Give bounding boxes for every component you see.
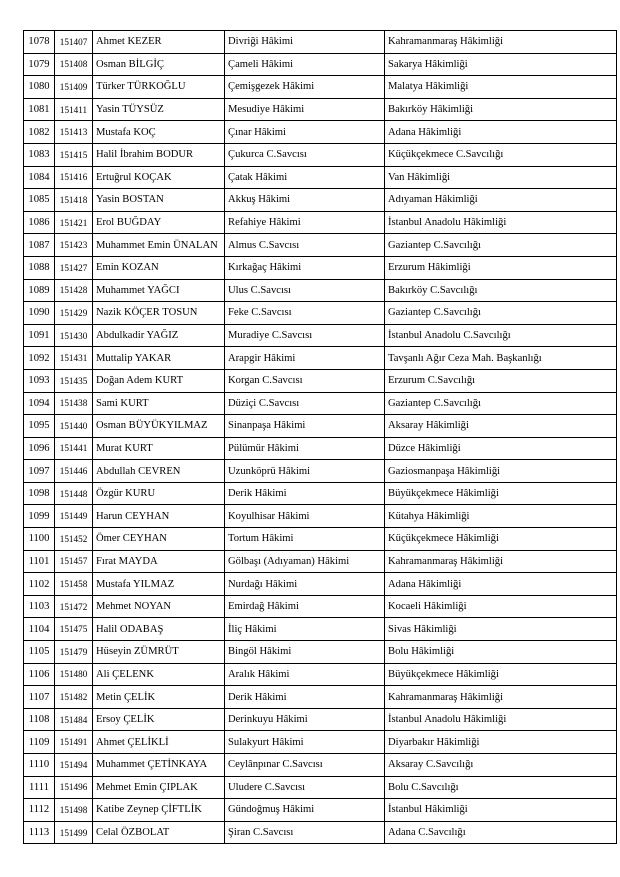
row-number-cell: 1082 bbox=[24, 121, 55, 144]
person-name-cell: Osman BÜYÜKYILMAZ bbox=[93, 415, 225, 438]
registry-number-cell: 151458 bbox=[55, 573, 93, 596]
new-post-cell: İstanbul Anadolu Hâkimliği bbox=[385, 708, 617, 731]
row-number-cell: 1109 bbox=[24, 731, 55, 754]
new-post-cell: Gaziosmanpaşa Hâkimliği bbox=[385, 460, 617, 483]
registry-number-cell: 151491 bbox=[55, 731, 93, 754]
table-row bbox=[24, 31, 617, 54]
registry-number-cell: 151418 bbox=[55, 189, 93, 212]
table-row bbox=[24, 528, 617, 551]
row-number-cell: 1104 bbox=[24, 618, 55, 641]
registry-number-cell: 151441 bbox=[55, 437, 93, 460]
current-post-cell: Çemişgezek Hâkimi bbox=[225, 76, 385, 99]
current-post-cell: Nurdağı Hâkimi bbox=[225, 573, 385, 596]
new-post-cell: Bolu Hâkimliği bbox=[385, 641, 617, 664]
registry-number-cell: 151496 bbox=[55, 776, 93, 799]
row-number-cell: 1099 bbox=[24, 505, 55, 528]
new-post-cell: Adana C.Savcılığı bbox=[385, 821, 617, 844]
new-post-cell: Erzurum C.Savcılığı bbox=[385, 369, 617, 392]
row-number-cell: 1113 bbox=[24, 821, 55, 844]
table-row bbox=[24, 211, 617, 234]
row-number-cell: 1086 bbox=[24, 211, 55, 234]
table-row bbox=[24, 347, 617, 370]
registry-number-cell: 151452 bbox=[55, 528, 93, 551]
row-number-cell: 1078 bbox=[24, 31, 55, 54]
new-post-cell: Gaziantep C.Savcılığı bbox=[385, 392, 617, 415]
row-number-cell: 1091 bbox=[24, 324, 55, 347]
person-name-cell: Ahmet KEZER bbox=[93, 31, 225, 54]
registry-number-cell: 151479 bbox=[55, 641, 93, 664]
table-row bbox=[24, 369, 617, 392]
registry-number-cell: 151408 bbox=[55, 53, 93, 76]
person-name-cell: Sami KURT bbox=[93, 392, 225, 415]
person-name-cell: Hüseyin ZÜMRÜT bbox=[93, 641, 225, 664]
current-post-cell: Pülümür Hâkimi bbox=[225, 437, 385, 460]
current-post-cell: Bingöl Hâkimi bbox=[225, 641, 385, 664]
current-post-cell: Ceylânpınar C.Savcısı bbox=[225, 754, 385, 777]
registry-number-cell: 151427 bbox=[55, 256, 93, 279]
current-post-cell: Almus C.Savcısı bbox=[225, 234, 385, 257]
registry-number-cell: 151484 bbox=[55, 708, 93, 731]
table-row bbox=[24, 550, 617, 573]
new-post-cell: İstanbul Hâkimliği bbox=[385, 799, 617, 822]
person-name-cell: Muhammet ÇETİNKAYA bbox=[93, 754, 225, 777]
new-post-cell: Tavşanlı Ağır Ceza Mah. Başkanlığı bbox=[385, 347, 617, 370]
row-number-cell: 1101 bbox=[24, 550, 55, 573]
person-name-cell: Türker TÜRKOĞLU bbox=[93, 76, 225, 99]
new-post-cell: İstanbul Anadolu C.Savcılığı bbox=[385, 324, 617, 347]
new-post-cell: Malatya Hâkimliği bbox=[385, 76, 617, 99]
row-number-cell: 1100 bbox=[24, 528, 55, 551]
current-post-cell: Çatak Hâkimi bbox=[225, 166, 385, 189]
table-body bbox=[24, 31, 617, 844]
person-name-cell: Halil İbrahim BODUR bbox=[93, 143, 225, 166]
current-post-cell: Kırkağaç Hâkimi bbox=[225, 256, 385, 279]
current-post-cell: Mesudiye Hâkimi bbox=[225, 98, 385, 121]
row-number-cell: 1108 bbox=[24, 708, 55, 731]
table-row bbox=[24, 76, 617, 99]
table-row bbox=[24, 799, 617, 822]
new-post-cell: Büyükçekmece Hâkimliği bbox=[385, 663, 617, 686]
person-name-cell: Murat KURT bbox=[93, 437, 225, 460]
row-number-cell: 1098 bbox=[24, 482, 55, 505]
row-number-cell: 1093 bbox=[24, 369, 55, 392]
person-name-cell: Halil ODABAŞ bbox=[93, 618, 225, 641]
new-post-cell: Aksaray Hâkimliği bbox=[385, 415, 617, 438]
new-post-cell: Erzurum Hâkimliği bbox=[385, 256, 617, 279]
row-number-cell: 1106 bbox=[24, 663, 55, 686]
current-post-cell: Sinanpaşa Hâkimi bbox=[225, 415, 385, 438]
row-number-cell: 1112 bbox=[24, 799, 55, 822]
row-number-cell: 1103 bbox=[24, 595, 55, 618]
registry-number-cell: 151416 bbox=[55, 166, 93, 189]
current-post-cell: Divriği Hâkimi bbox=[225, 31, 385, 54]
row-number-cell: 1094 bbox=[24, 392, 55, 415]
new-post-cell: Kütahya Hâkimliği bbox=[385, 505, 617, 528]
new-post-cell: Kocaeli Hâkimliği bbox=[385, 595, 617, 618]
row-number-cell: 1111 bbox=[24, 776, 55, 799]
row-number-cell: 1095 bbox=[24, 415, 55, 438]
table-row bbox=[24, 776, 617, 799]
person-name-cell: Mustafa KOÇ bbox=[93, 121, 225, 144]
current-post-cell: Derik Hâkimi bbox=[225, 482, 385, 505]
person-name-cell: Katibe Zeynep ÇİFTLİK bbox=[93, 799, 225, 822]
row-number-cell: 1092 bbox=[24, 347, 55, 370]
row-number-cell: 1096 bbox=[24, 437, 55, 460]
registry-number-cell: 151494 bbox=[55, 754, 93, 777]
person-name-cell: Muhammet YAĞCI bbox=[93, 279, 225, 302]
current-post-cell: Arapgir Hâkimi bbox=[225, 347, 385, 370]
current-post-cell: Korgan C.Savcısı bbox=[225, 369, 385, 392]
row-number-cell: 1088 bbox=[24, 256, 55, 279]
current-post-cell: Derinkuyu Hâkimi bbox=[225, 708, 385, 731]
new-post-cell: Kahramanmaraş Hâkimliği bbox=[385, 31, 617, 54]
person-name-cell: Fırat MAYDA bbox=[93, 550, 225, 573]
table-row bbox=[24, 392, 617, 415]
person-name-cell: Doğan Adem KURT bbox=[93, 369, 225, 392]
registry-number-cell: 151429 bbox=[55, 302, 93, 325]
registry-number-cell: 151446 bbox=[55, 460, 93, 483]
person-name-cell: Yasin BOSTAN bbox=[93, 189, 225, 212]
person-name-cell: Abdullah CEVREN bbox=[93, 460, 225, 483]
person-name-cell: Emin KOZAN bbox=[93, 256, 225, 279]
new-post-cell: Büyükçekmece Hâkimliği bbox=[385, 482, 617, 505]
current-post-cell: Feke C.Savcısı bbox=[225, 302, 385, 325]
current-post-cell: Emirdağ Hâkimi bbox=[225, 595, 385, 618]
new-post-cell: Bakırköy C.Savcılığı bbox=[385, 279, 617, 302]
row-number-cell: 1107 bbox=[24, 686, 55, 709]
table-row bbox=[24, 189, 617, 212]
current-post-cell: Tortum Hâkimi bbox=[225, 528, 385, 551]
new-post-cell: Küçükçekmece C.Savcılığı bbox=[385, 143, 617, 166]
person-name-cell: Erol BUĞDAY bbox=[93, 211, 225, 234]
row-number-cell: 1097 bbox=[24, 460, 55, 483]
person-name-cell: Celal ÖZBOLAT bbox=[93, 821, 225, 844]
new-post-cell: Kahramanmaraş Hâkimliği bbox=[385, 550, 617, 573]
current-post-cell: Çameli Hâkimi bbox=[225, 53, 385, 76]
registry-number-cell: 151480 bbox=[55, 663, 93, 686]
current-post-cell: Derik Hâkimi bbox=[225, 686, 385, 709]
registry-number-cell: 151407 bbox=[55, 31, 93, 54]
registry-number-cell: 151499 bbox=[55, 821, 93, 844]
person-name-cell: Mehmet NOYAN bbox=[93, 595, 225, 618]
row-number-cell: 1079 bbox=[24, 53, 55, 76]
table-row bbox=[24, 234, 617, 257]
table-row bbox=[24, 121, 617, 144]
table-row bbox=[24, 708, 617, 731]
new-post-cell: Van Hâkimliği bbox=[385, 166, 617, 189]
registry-number-cell: 151482 bbox=[55, 686, 93, 709]
table-row bbox=[24, 731, 617, 754]
new-post-cell: Küçükçekmece Hâkimliği bbox=[385, 528, 617, 551]
table-row bbox=[24, 143, 617, 166]
current-post-cell: Akkuş Hâkimi bbox=[225, 189, 385, 212]
row-number-cell: 1090 bbox=[24, 302, 55, 325]
row-number-cell: 1084 bbox=[24, 166, 55, 189]
person-name-cell: Harun CEYHAN bbox=[93, 505, 225, 528]
new-post-cell: Adana Hâkimliği bbox=[385, 121, 617, 144]
registry-number-cell: 151448 bbox=[55, 482, 93, 505]
table-row bbox=[24, 53, 617, 76]
person-name-cell: Mehmet Emin ÇIPLAK bbox=[93, 776, 225, 799]
table-row bbox=[24, 482, 617, 505]
registry-number-cell: 151498 bbox=[55, 799, 93, 822]
new-post-cell: Sakarya Hâkimliği bbox=[385, 53, 617, 76]
row-number-cell: 1081 bbox=[24, 98, 55, 121]
new-post-cell: İstanbul Anadolu Hâkimliği bbox=[385, 211, 617, 234]
table-row bbox=[24, 415, 617, 438]
current-post-cell: İliç Hâkimi bbox=[225, 618, 385, 641]
person-name-cell: Mustafa YILMAZ bbox=[93, 573, 225, 596]
registry-number-cell: 151430 bbox=[55, 324, 93, 347]
new-post-cell: Gaziantep C.Savcılığı bbox=[385, 302, 617, 325]
row-number-cell: 1083 bbox=[24, 143, 55, 166]
current-post-cell: Düziçi C.Savcısı bbox=[225, 392, 385, 415]
registry-number-cell: 151415 bbox=[55, 143, 93, 166]
table-row bbox=[24, 302, 617, 325]
current-post-cell: Çukurca C.Savcısı bbox=[225, 143, 385, 166]
new-post-cell: Adıyaman Hâkimliği bbox=[385, 189, 617, 212]
current-post-cell: Gündoğmuş Hâkimi bbox=[225, 799, 385, 822]
registry-number-cell: 151438 bbox=[55, 392, 93, 415]
person-name-cell: Nazik KÖÇER TOSUN bbox=[93, 302, 225, 325]
person-name-cell: Osman BİLGİÇ bbox=[93, 53, 225, 76]
current-post-cell: Muradiye C.Savcısı bbox=[225, 324, 385, 347]
registry-number-cell: 151413 bbox=[55, 121, 93, 144]
person-name-cell: Metin ÇELİK bbox=[93, 686, 225, 709]
current-post-cell: Ulus C.Savcısı bbox=[225, 279, 385, 302]
table-row bbox=[24, 505, 617, 528]
row-number-cell: 1102 bbox=[24, 573, 55, 596]
table-row bbox=[24, 754, 617, 777]
new-post-cell: Gaziantep C.Savcılığı bbox=[385, 234, 617, 257]
person-name-cell: Ertuğrul KOÇAK bbox=[93, 166, 225, 189]
current-post-cell: Uzunköprü Hâkimi bbox=[225, 460, 385, 483]
table-row bbox=[24, 663, 617, 686]
row-number-cell: 1087 bbox=[24, 234, 55, 257]
registry-number-cell: 151411 bbox=[55, 98, 93, 121]
registry-number-cell: 151440 bbox=[55, 415, 93, 438]
person-name-cell: Muhammet Emin ÜNALAN bbox=[93, 234, 225, 257]
new-post-cell: Düzce Hâkimliği bbox=[385, 437, 617, 460]
registry-number-cell: 151409 bbox=[55, 76, 93, 99]
current-post-cell: Refahiye Hâkimi bbox=[225, 211, 385, 234]
person-name-cell: Yasin TÜYSÜZ bbox=[93, 98, 225, 121]
row-number-cell: 1085 bbox=[24, 189, 55, 212]
table-row bbox=[24, 686, 617, 709]
person-name-cell: Özgür KURU bbox=[93, 482, 225, 505]
person-name-cell: Ahmet ÇELİKLİ bbox=[93, 731, 225, 754]
current-post-cell: Aralık Hâkimi bbox=[225, 663, 385, 686]
current-post-cell: Koyulhisar Hâkimi bbox=[225, 505, 385, 528]
row-number-cell: 1089 bbox=[24, 279, 55, 302]
new-post-cell: Aksaray C.Savcılığı bbox=[385, 754, 617, 777]
current-post-cell: Çınar Hâkimi bbox=[225, 121, 385, 144]
registry-number-cell: 151475 bbox=[55, 618, 93, 641]
new-post-cell: Sivas Hâkimliği bbox=[385, 618, 617, 641]
registry-number-cell: 151421 bbox=[55, 211, 93, 234]
registry-number-cell: 151449 bbox=[55, 505, 93, 528]
registry-number-cell: 151472 bbox=[55, 595, 93, 618]
table-row bbox=[24, 460, 617, 483]
table-row bbox=[24, 437, 617, 460]
person-name-cell: Ersoy ÇELİK bbox=[93, 708, 225, 731]
person-name-cell: Abdulkadir YAĞIZ bbox=[93, 324, 225, 347]
table-row bbox=[24, 166, 617, 189]
row-number-cell: 1110 bbox=[24, 754, 55, 777]
table-row bbox=[24, 641, 617, 664]
registry-number-cell: 151435 bbox=[55, 369, 93, 392]
table-row bbox=[24, 279, 617, 302]
table-row bbox=[24, 573, 617, 596]
new-post-cell: Adana Hâkimliği bbox=[385, 573, 617, 596]
person-name-cell: Ali ÇELENK bbox=[93, 663, 225, 686]
row-number-cell: 1105 bbox=[24, 641, 55, 664]
current-post-cell: Şiran C.Savcısı bbox=[225, 821, 385, 844]
registry-number-cell: 151431 bbox=[55, 347, 93, 370]
table-row bbox=[24, 324, 617, 347]
appointment-table bbox=[23, 30, 617, 844]
table-row bbox=[24, 595, 617, 618]
table-row bbox=[24, 98, 617, 121]
new-post-cell: Diyarbakır Hâkimliği bbox=[385, 731, 617, 754]
current-post-cell: Sulakyurt Hâkimi bbox=[225, 731, 385, 754]
table-row bbox=[24, 256, 617, 279]
table-row bbox=[24, 821, 617, 844]
current-post-cell: Uludere C.Savcısı bbox=[225, 776, 385, 799]
registry-number-cell: 151423 bbox=[55, 234, 93, 257]
row-number-cell: 1080 bbox=[24, 76, 55, 99]
new-post-cell: Kahramanmaraş Hâkimliği bbox=[385, 686, 617, 709]
table-row bbox=[24, 618, 617, 641]
registry-number-cell: 151428 bbox=[55, 279, 93, 302]
person-name-cell: Ömer CEYHAN bbox=[93, 528, 225, 551]
person-name-cell: Muttalip YAKAR bbox=[93, 347, 225, 370]
current-post-cell: Gölbaşı (Adıyaman) Hâkimi bbox=[225, 550, 385, 573]
new-post-cell: Bolu C.Savcılığı bbox=[385, 776, 617, 799]
registry-number-cell: 151457 bbox=[55, 550, 93, 573]
new-post-cell: Bakırköy Hâkimliği bbox=[385, 98, 617, 121]
